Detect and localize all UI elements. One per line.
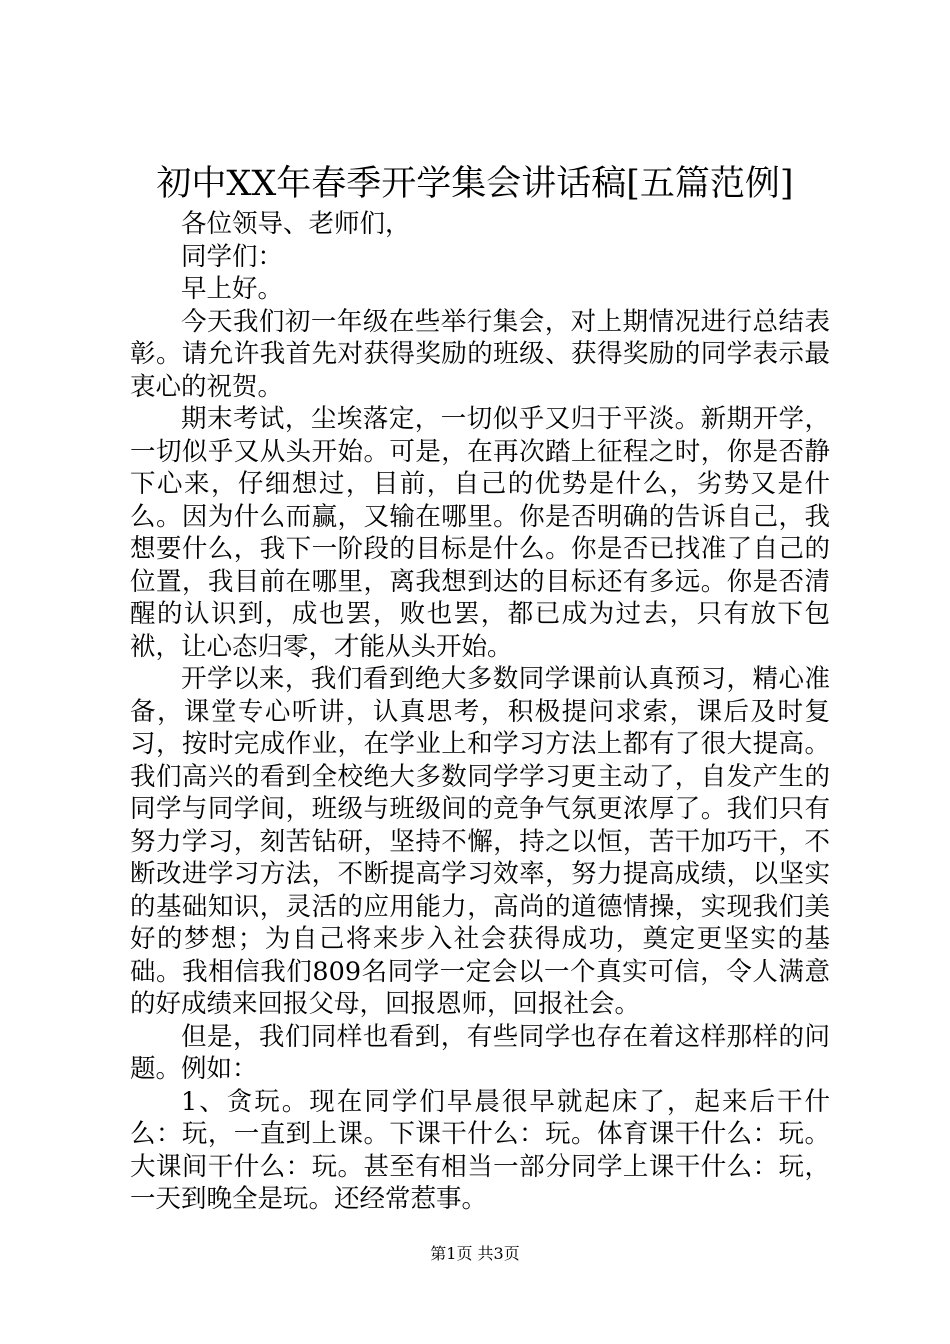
- page-number-footer: 第1页 共3页: [430, 1244, 520, 1263]
- paragraph-since-semester-start: 开学以来，我们看到绝大多数同学课前认真预习，精心准备，课堂专心听讲，认真思考，积极提问求索，课后及时复习，按时完成作业，在学业上和学习方法上都有了很大提高。我们高兴的看到全校绝大多数同学学习更主动了，自发产生的同学与同学间，班级与班级间的竞争气氛更浓厚了。我们只有努力学习，刻苦钻研，坚持不懈，持之以恒，苦干加巧干，不断改进学习方法，不断提高学习效率，努力提高成绩，以坚实的基础知识，灵活的应用能力，高尚的道德情操，实现我们美好的梦想；为自己将来步入社会获得成功，奠定更坚实的基础。我相信我们809名同学一定会以一个真实可信，令人满意的好成绩来回报父母，回报恩师，回报社会。: [130, 664, 830, 1019]
- document-title: 初中XX年春季开学集会讲话稿[五篇范例]: [156, 164, 794, 204]
- salutation-students: 同学们：: [181, 241, 284, 272]
- paragraph-problem-1: 1、贪玩。现在同学们早晨很早就起床了，起来后干什么：玩，一直到上课。下课干什么：玩。体育课干什么：玩。大课间干什么：玩。甚至有相当一部分同学上课干什么：玩，一天到晚全是玩。还经常惹事。: [130, 1086, 830, 1214]
- paragraph-problems-intro: 但是，我们同样也看到，有些同学也存在着这样那样的问题。例如：: [130, 1021, 830, 1084]
- document-body: [130, 208, 830, 1216]
- greeting: 早上好。: [181, 274, 284, 304]
- salutation-leaders: 各位领导、老师们，: [181, 209, 411, 239]
- paragraph-final-exam: 期末考试，尘埃落定，一切似乎又归于平淡。新期开学，一切似乎又从头开始。可是，在再次踏上征程之时，你是否静下心来，仔细想过，目前，自己的优势是什么，劣势又是什么。因为什么而赢，又输在哪里。你是否明确的告诉自己，我想要什么，我下一阶段的目标是什么。你是否已找准了自己的位置，我目前在哪里，离我想到达的目标还有多远。你是否清醒的认识到，成也罢，败也罢，都已成为过去，只有放下包袱，让心态归零，才能从头开始。: [130, 404, 830, 662]
- paragraph-commendation: 今天我们初一年级在些举行集会，对上期情况进行总结表彰。请允许我首先对获得奖励的班级、获得奖励的同学表示最衷心的祝贺。: [130, 306, 830, 402]
